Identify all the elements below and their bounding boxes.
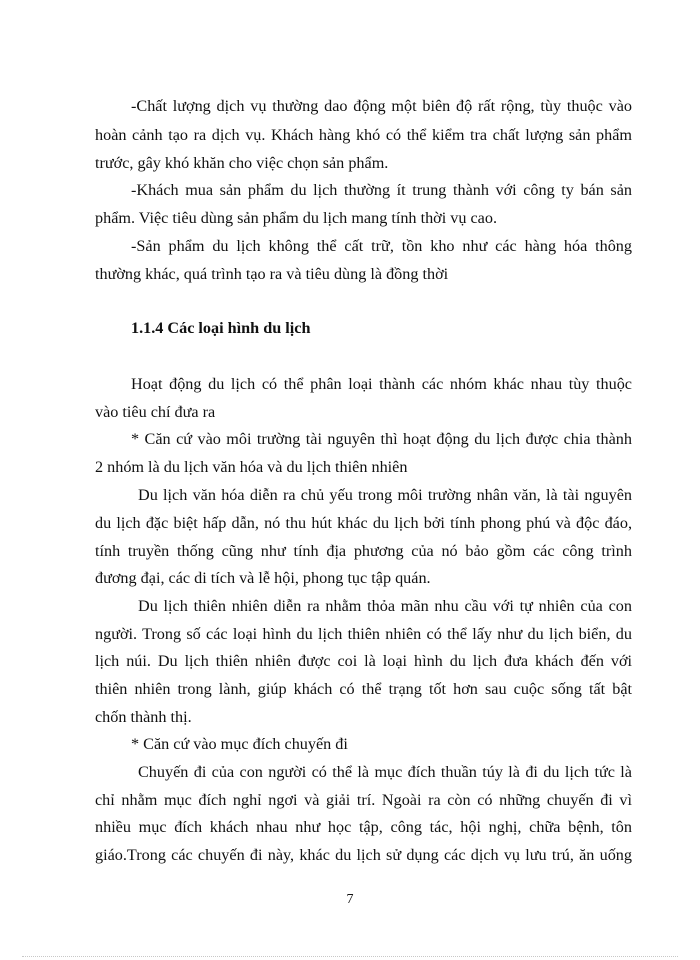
paragraph-1-line-1: -Chất lượng dịch vụ thường dao động một biên độ rất rộng, tùy thuộc vào xyxy=(131,97,632,115)
main-paragraph-5-line-1: * Căn cứ vào mục đích chuyến đi xyxy=(131,735,348,753)
paragraph-3-line-2: thường khác, quá trình tạo ra và tiêu dùng là đồng thời xyxy=(95,265,449,283)
main-paragraph-1-line-1: Hoạt động du lịch có thể phân loại thành các nhóm khác nhau tùy thuộc xyxy=(131,375,632,393)
main-paragraph-4-line-3: lịch núi. Du lịch thiên nhiên được coi là loại hình du lịch đưa khách đến với xyxy=(95,652,632,670)
paragraph-2-line-2: phẩm. Việc tiêu dùng sản phẩm du lịch mang tính thời vụ cao. xyxy=(95,209,498,227)
main-paragraph-1-line-2: vào tiêu chí đưa ra xyxy=(95,403,216,421)
main-paragraph-3-line-2: du lịch đặc biệt hấp dẫn, nó thu hút khác du lịch bởi tính phong phú và độc đáo, xyxy=(95,514,632,532)
page-number: 7 xyxy=(346,892,354,907)
main-paragraph-6-line-3: nhiều mục đích khách nhau như học tập, công tác, hội nghị, chữa bệnh, tôn xyxy=(95,818,632,836)
main-paragraph-4-line-2: người. Trong số các loại hình du lịch thiên nhiên có thể lấy như du lịch biển, du xyxy=(95,625,632,643)
main-paragraph-4-line-5: chốn thành thị. xyxy=(95,708,192,726)
main-paragraph-2-line-1: * Căn cứ vào môi trường tài nguyên thì hoạt động du lịch được chia thành xyxy=(131,430,632,448)
main-paragraph-6-line-4: giáo.Trong các chuyến đi này, khác du lịch sử dụng các dịch vụ lưu trú, ăn uống xyxy=(95,846,632,864)
section-heading: 1.1.4 Các loại hình du lịch xyxy=(131,319,311,337)
paragraph-2-line-1: -Khách mua sản phẩm du lịch thường ít trung thành với công ty bán sản xyxy=(131,181,632,199)
main-paragraph-3-line-3: tính truyền thống cũng như tính địa phương của nó bảo gồm các công trình xyxy=(95,542,632,560)
paragraph-3-line-1: -Sản phẩm du lịch không thể cất trữ, tồn kho như các hàng hóa thông xyxy=(131,237,632,255)
main-paragraph-4-line-1: Du lịch thiên nhiên diễn ra nhằm thỏa mãn nhu cầu với tự nhiên của con xyxy=(138,597,632,615)
main-paragraph-4-line-4: thiên nhiên trong lành, giúp khách có thể trạng tốt hơn sau cuộc sống tất bật xyxy=(95,680,632,698)
main-paragraph-3-line-1: Du lịch văn hóa diễn ra chủ yếu trong môi trường nhân văn, là tài nguyên xyxy=(138,486,632,504)
main-paragraph-6-line-2: chỉ nhằm mục đích nghỉ ngơi và giải trí. Ngoài ra còn có những chuyến đi vì xyxy=(95,791,632,809)
main-paragraph-3-line-4: đương đại, các di tích và lễ hội, phong tục tập quán. xyxy=(95,569,431,587)
main-paragraph-6-line-1: Chuyến đi của con người có thể là mục đích thuần túy là đi du lịch tức là xyxy=(138,763,632,781)
page-boundary-divider xyxy=(22,956,678,957)
paragraph-1-line-3: trước, gây khó khăn cho việc chọn sản phẩm. xyxy=(95,154,389,172)
paragraph-1-line-2: hoàn cảnh tạo ra dịch vụ. Khách hàng khó có thể kiểm tra chất lượng sản phẩm xyxy=(95,126,632,144)
main-paragraph-2-line-2: 2 nhóm là du lịch văn hóa và du lịch thiên nhiên xyxy=(95,458,408,476)
